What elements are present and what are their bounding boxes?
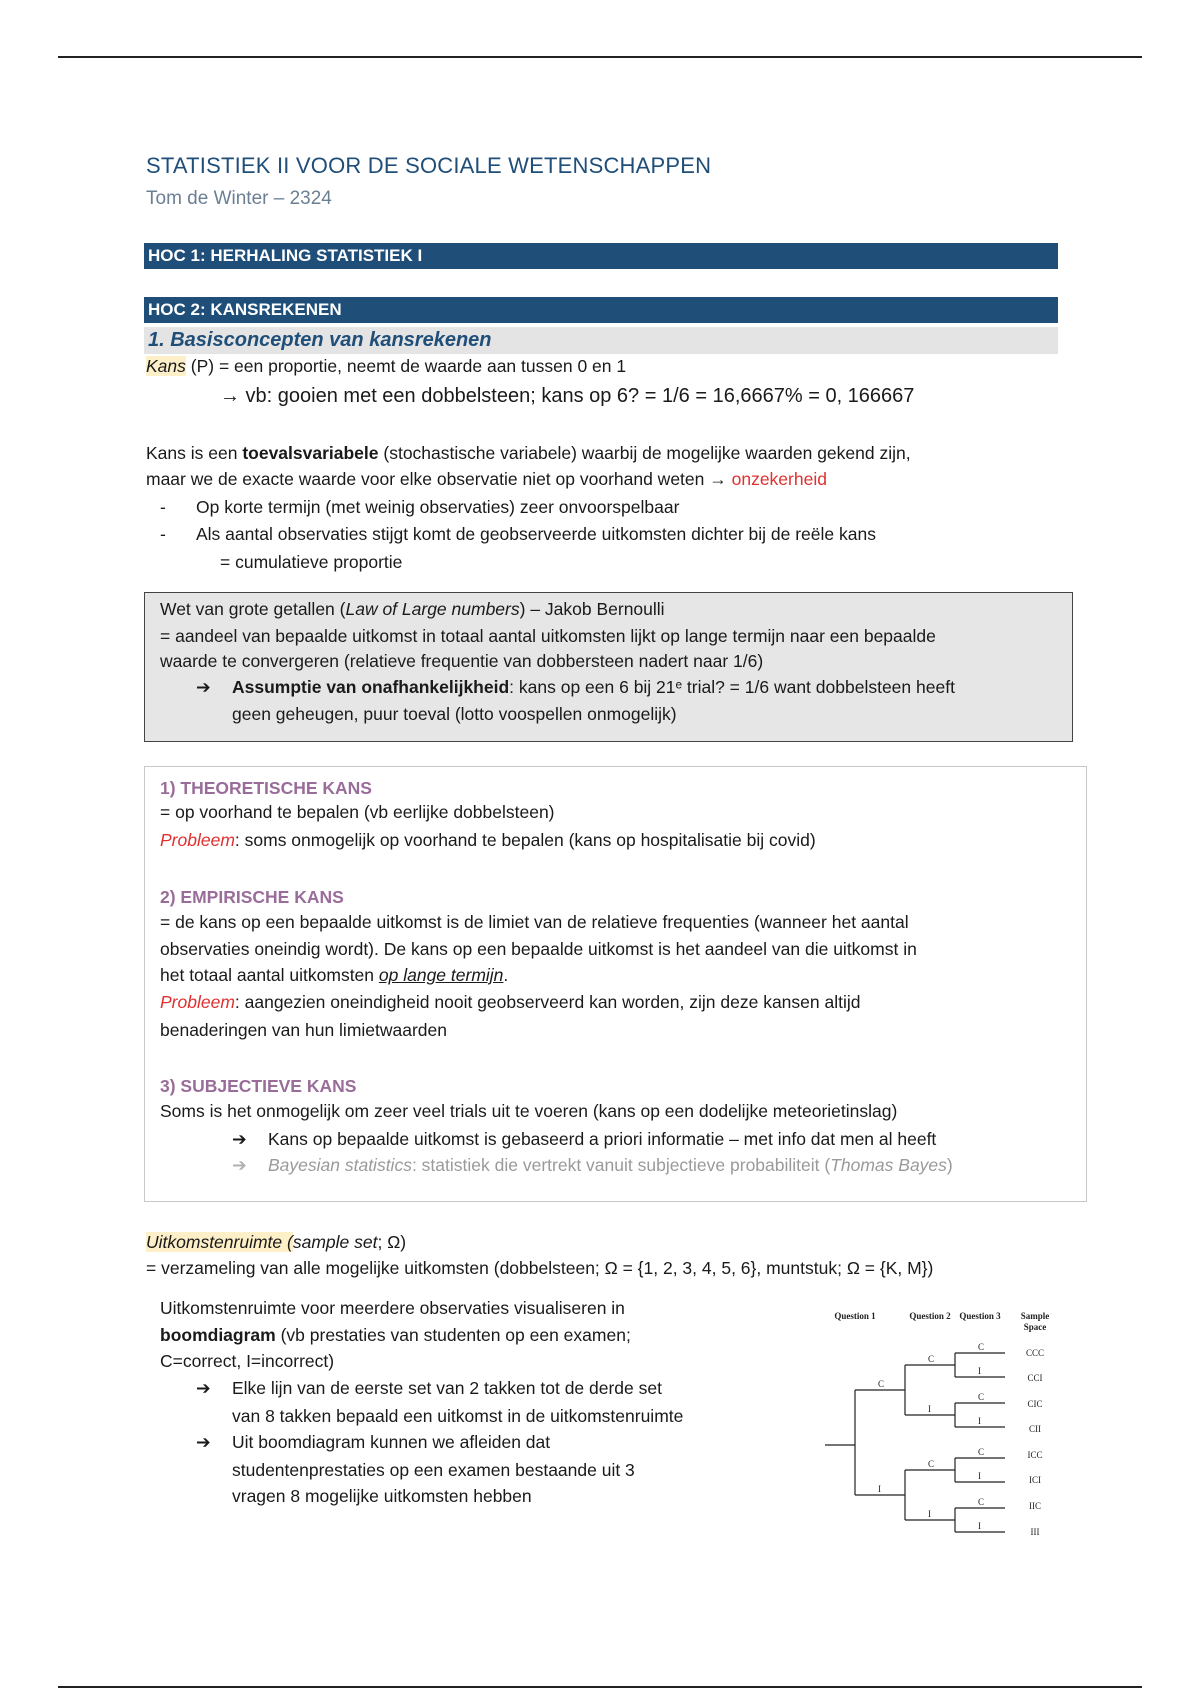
law-assumption: ➔ Assumptie van onafhankelijkheid: kans op een 6 bij 21ᵉ trial? = 1/6 want dobbelsteen heeft bbox=[196, 674, 955, 701]
empirical-line: benaderingen van hun limietwaarden bbox=[160, 1020, 448, 1040]
outcome-label: ICC bbox=[1027, 1450, 1043, 1460]
law-line: geen geheugen, puur toeval (lotto voospellen onmogelijk) bbox=[232, 704, 677, 724]
empirical-line: het totaal aantal uitkomsten op lange termijn. bbox=[160, 965, 509, 985]
outcome-label: CII bbox=[1029, 1424, 1041, 1434]
document-title: STATISTIEK II VOOR DE SOCIALE WETENSCHAPPEN bbox=[146, 153, 712, 178]
tree-text: Uitkomstenruimte voor meerdere observaties visualiseren in bbox=[160, 1298, 625, 1318]
empirical-line: observaties oneindig wordt). De kans op een bepaalde uitkomst is het aandeel van die uitkomst in bbox=[160, 939, 917, 959]
tree-text: boomdiagram (vb prestaties van studenten op een examen; bbox=[160, 1325, 631, 1345]
onzekerheid-text: onzekerheid bbox=[731, 469, 827, 489]
branch-label: I bbox=[928, 1404, 931, 1414]
tree-header: Sample bbox=[1020, 1311, 1050, 1321]
tree-text: van 8 takken bepaald een uitkomst in de uitkomstenruimte bbox=[232, 1406, 684, 1426]
subjective-line: Soms is het onmogelijk om zeer veel trials uit te voeren (kans op een dodelijke meteorietinslag) bbox=[160, 1101, 898, 1121]
subjective-heading: 3) SUBJECTIEVE KANS bbox=[160, 1076, 357, 1096]
empirical-line: = de kans op een bepaalde uitkomst is de limiet van de relatieve frequenties (wanneer het aantal bbox=[160, 912, 909, 932]
subjective-arrow-line: ➔ Kans op bepaalde uitkomst is gebaseerd a priori informatie – met info dat men al heeft bbox=[232, 1126, 936, 1153]
arrow-icon: ➔ bbox=[196, 677, 211, 697]
branch-label: I bbox=[978, 1416, 981, 1426]
branch-label: I bbox=[878, 1484, 881, 1494]
outcome-label: CCI bbox=[1027, 1373, 1043, 1383]
theoretical-problem: Probleem: soms onmogelijk op voorhand te bepalen (kans op hospitalisatie bij covid) bbox=[160, 830, 816, 850]
tree-header: Question 2 bbox=[909, 1311, 951, 1321]
tree-header: Question 1 bbox=[834, 1311, 876, 1321]
sample-space-heading: Uitkomstenruimte (sample set; Ω) bbox=[146, 1232, 407, 1252]
tree-text: studentenprestaties op een examen bestaande uit 3 bbox=[232, 1460, 635, 1480]
cumulative-note: = cumulatieve proportie bbox=[220, 552, 403, 572]
tree-header: Question 3 bbox=[959, 1311, 1001, 1321]
theoretical-heading: 1) THEORETISCHE KANS bbox=[160, 778, 372, 798]
outcome-label: CCC bbox=[1025, 1348, 1045, 1358]
tree-diagram bbox=[820, 1305, 1070, 1555]
empirical-heading: 2) EMPIRISCHE KANS bbox=[160, 887, 344, 907]
outcome-label: CIC bbox=[1027, 1399, 1043, 1409]
top-rule bbox=[58, 56, 1142, 58]
arrow-icon: ➔ bbox=[232, 1155, 247, 1175]
branch-label: C bbox=[978, 1392, 985, 1402]
arrow-icon: ➔ bbox=[196, 1432, 211, 1452]
hoc2-heading: HOC 2: KANSREKENEN bbox=[144, 297, 1058, 323]
para-onzekerheid: maar we de exacte waarde voor elke observatie niet op voorhand weten → onzekerheid bbox=[146, 469, 827, 489]
document-author: Tom de Winter – 2324 bbox=[146, 188, 332, 209]
branch-label: I bbox=[928, 1509, 931, 1519]
branch-label: C bbox=[978, 1342, 985, 1352]
kans-example: → vb: gooien met een dobbelsteen; kans op 6? = 1/6 = 16,6667% = 0, 166667 bbox=[220, 385, 915, 407]
branch-label: C bbox=[878, 1379, 885, 1389]
law-line: waarde te convergeren (relatieve frequentie van dobbersteen nadert naar 1/6) bbox=[160, 651, 764, 671]
bottom-rule bbox=[58, 1686, 1142, 1688]
tree-arrow-line: ➔ Uit boomdiagram kunnen we afleiden dat bbox=[196, 1429, 550, 1456]
branch-label: C bbox=[978, 1447, 985, 1457]
branch-label: C bbox=[928, 1354, 935, 1364]
section1-heading: 1. Basisconcepten van kansrekenen bbox=[144, 327, 1058, 354]
bullet-item: - Op korte termijn (met weinig observaties) zeer onvoorspelbaar bbox=[160, 497, 680, 517]
arrow-icon: ➔ bbox=[196, 1378, 211, 1398]
sample-space-definition: = verzameling van alle mogelijke uitkomsten (dobbelsteen; Ω = {1, 2, 3, 4, 5, 6}, muntstuk; Ω = {K, M}) bbox=[146, 1258, 934, 1278]
law-title: Wet van grote getallen (Law of Large numbers) – Jakob Bernoulli bbox=[160, 599, 665, 619]
hoc1-heading: HOC 1: HERHALING STATISTIEK I bbox=[144, 243, 1058, 269]
kans-definition: Kans (P) = een proportie, neemt de waarde aan tussen 0 en 1 bbox=[146, 356, 627, 376]
branch-label: C bbox=[978, 1497, 985, 1507]
empirical-problem: Probleem: aangezien oneindigheid nooit geobserveerd kan worden, zijn deze kansen altijd bbox=[160, 992, 861, 1012]
branch-label: I bbox=[978, 1471, 981, 1481]
tree-text: C=correct, I=incorrect) bbox=[160, 1351, 335, 1371]
outcome-label: III bbox=[1030, 1527, 1040, 1537]
law-line: = aandeel van bepaalde uitkomst in totaal aantal uitkomsten lijkt op lange termijn naar een bepaalde bbox=[160, 626, 936, 646]
outcome-label: ICI bbox=[1029, 1475, 1041, 1485]
theoretical-line: = op voorhand te bepalen (vb eerlijke dobbelsteen) bbox=[160, 802, 555, 822]
bullet-item: - Als aantal observaties stijgt komt de geobserveerde uitkomsten dichter bij de reële kans bbox=[160, 524, 876, 544]
branch-label: C bbox=[928, 1459, 935, 1469]
para-toevalsvariabele: Kans is een toevalsvariabele (stochastische variabele) waarbij de mogelijke waarden gekend zijn, bbox=[146, 443, 911, 463]
kans-term: Kans bbox=[146, 356, 186, 376]
tree-header: Space bbox=[1023, 1322, 1047, 1332]
outcome-label: IIC bbox=[1029, 1501, 1041, 1511]
branch-label: I bbox=[978, 1366, 981, 1376]
arrow-icon: ➔ bbox=[232, 1129, 247, 1149]
subjective-bayes-line: ➔ Bayesian statistics: statistiek die vertrekt vanuit subjectieve probabiliteit (Thomas Bayes) bbox=[232, 1152, 953, 1179]
tree-text: vragen 8 mogelijke uitkomsten hebben bbox=[232, 1486, 532, 1506]
branch-label: I bbox=[978, 1521, 981, 1531]
tree-arrow-line: ➔ Elke lijn van de eerste set van 2 takken tot de derde set bbox=[196, 1375, 662, 1402]
